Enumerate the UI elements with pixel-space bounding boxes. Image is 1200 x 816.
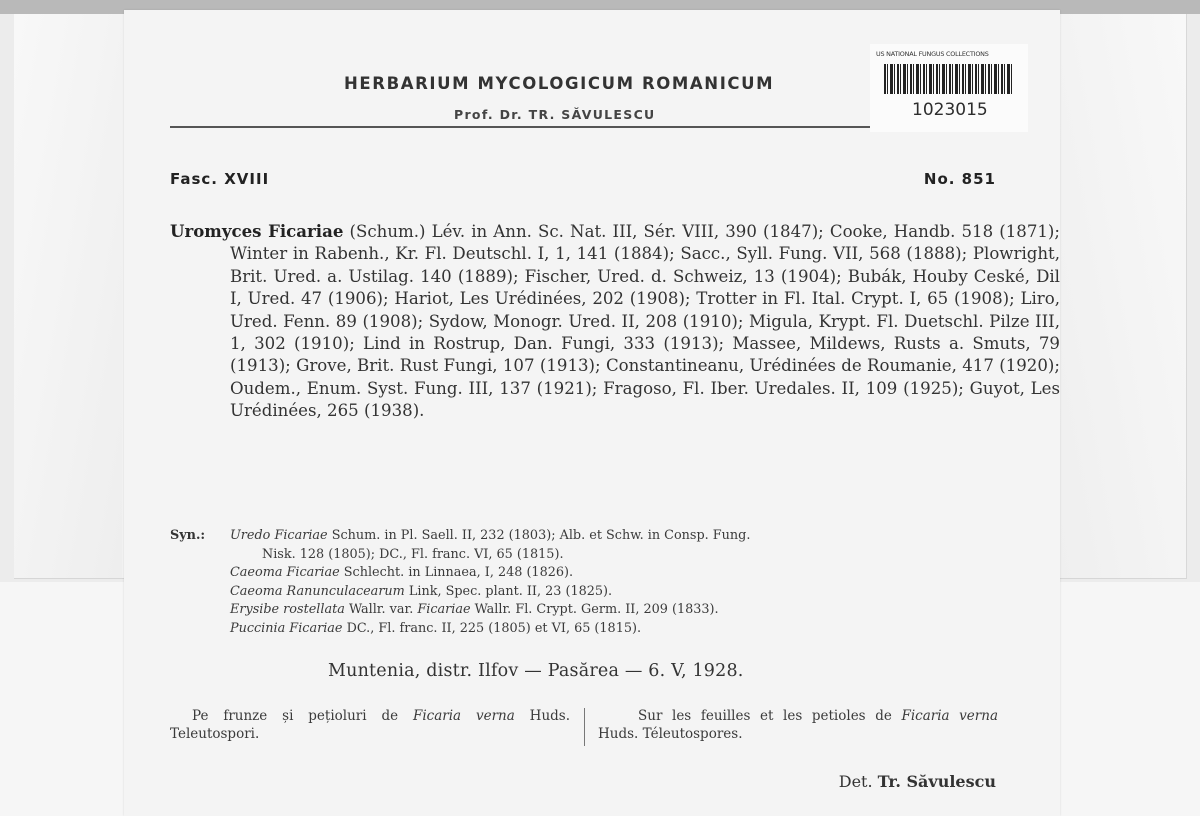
synonym-line xyxy=(230,583,612,602)
synonym-line xyxy=(230,527,750,546)
synonym-line xyxy=(230,601,719,620)
barcode-icon xyxy=(884,64,1014,94)
synonym-name: Caeoma Ranunculacearum xyxy=(230,583,405,599)
barcode-sticker xyxy=(870,44,1028,132)
synonym-name: Caeoma Ficariae xyxy=(230,565,340,581)
column-divider xyxy=(584,708,585,746)
host-note-text: Pe frunze și pețioluri de xyxy=(192,708,413,724)
synonym-name: Uredo Ficariae xyxy=(230,528,328,543)
determiner xyxy=(839,772,996,791)
envelope-fold-left xyxy=(14,14,122,578)
herbarium-label xyxy=(124,10,1060,816)
synonym-text: Nisk. 128 (1805); DC., Fl. franc. VI, 65 (1815). xyxy=(262,546,564,562)
determiner-prefix: Det. xyxy=(838,772,873,791)
species-name: Uromyces Ficariae xyxy=(170,221,344,241)
fascicle-number: Fasc. XVIII xyxy=(170,170,270,188)
host-note-text: Sur les feuilles et les petioles de xyxy=(638,708,902,724)
synonym-line xyxy=(230,620,641,639)
specimen-number: No. 851 xyxy=(923,170,996,188)
collection-locality: Muntenia, distr. Ilfov — Pasărea — 6. V, 1928. xyxy=(328,661,744,681)
herbarium-editor: Prof. Dr. TR. SĂVULESCU xyxy=(454,107,656,122)
host-note-text: Huds. Téleutospores. xyxy=(598,726,743,742)
host-note-french xyxy=(598,707,998,743)
barcode-number: 1023015 xyxy=(912,100,988,120)
species-citation: (Schum.) Lév. in Ann. Sc. Nat. III, Sér. VIII, 390 (1847); Cooke, Handb. 518 (1871); Winter in Rabenh., Kr. Fl. Deutschl. I, 1, 141 (1884); Sacc., Syll. Fung. VII, 568 (1888); Plowright, Brit. Ured. a. Ustilag. 140 (1889); Fischer, Ured. d. Schweiz, 13 (1904); Bubák, Houby Ceské, Dil I, Ured. 47 (1906); Hariot, Les Urédinées, 202 (1908); Trotter in Fl. Ital. Crypt. I, 65 (1908); Liro, Ured. Fenn. 89 (1908); Sydow, Monogr. Ured. II, 208 (1910); Migula, Krypt. Fl. Duetschl. Pilze III, 1, 302 (1910); Lind in Rostrup, Dan. Fungi, 333 (1913); Massee, Mildews, Rusts a. Smuts, 79 (1913); Grove, Brit. Rust Fungi, 107 (1913); Constantineanu, Urédinées de Roumanie, 417 (1920); Oudem., Enum. Syst. Fung. III, 137 (1921); Fragoso, Fl. Iber. Uredales. II, 109 (1925); Guyot, Les Urédinées, 265 (1938). xyxy=(230,222,1060,421)
barcode-institution: US NATIONAL FUNGUS COLLECTIONS xyxy=(876,50,989,58)
synonym-line xyxy=(262,546,564,565)
synonym-text: Schlecht. in Linnaea, I, 248 (1826). xyxy=(339,565,574,581)
synonym-text: DC., Fl. franc. II, 225 (1805) et VI, 65 (1815). xyxy=(342,621,642,636)
synonym-text: Wallr. var. xyxy=(344,602,418,618)
host-note-romanian xyxy=(170,707,570,743)
synonym-line xyxy=(230,564,573,583)
host-plant-name: Ficaria verna xyxy=(901,708,998,724)
herbarium-title: HERBARIUM MYCOLOGICUM ROMANICUM xyxy=(344,74,775,93)
synonym-text: Schum. in Pl. Saell. II, 232 (1803); Alb. et Schw. in Consp. Fung. xyxy=(327,528,751,543)
synonym-name: Ficariae xyxy=(417,602,471,618)
synonyms-label: Syn.: xyxy=(170,528,206,543)
determiner-name: Tr. Săvulescu xyxy=(877,772,996,791)
host-note-text: Huds. Teleutospori. xyxy=(170,708,571,742)
synonym-name: Puccinia Ficariae xyxy=(230,621,343,636)
envelope-fold-right xyxy=(1060,14,1186,578)
synonym-name: Erysibe rostellata xyxy=(230,602,345,618)
host-plant-name: Ficaria verna xyxy=(412,708,515,724)
synonym-text: Wallr. Fl. Crypt. Germ. II, 209 (1833). xyxy=(470,602,719,618)
species-citation-block xyxy=(170,220,1060,423)
synonym-text: Link, Spec. plant. II, 23 (1825). xyxy=(404,583,613,599)
